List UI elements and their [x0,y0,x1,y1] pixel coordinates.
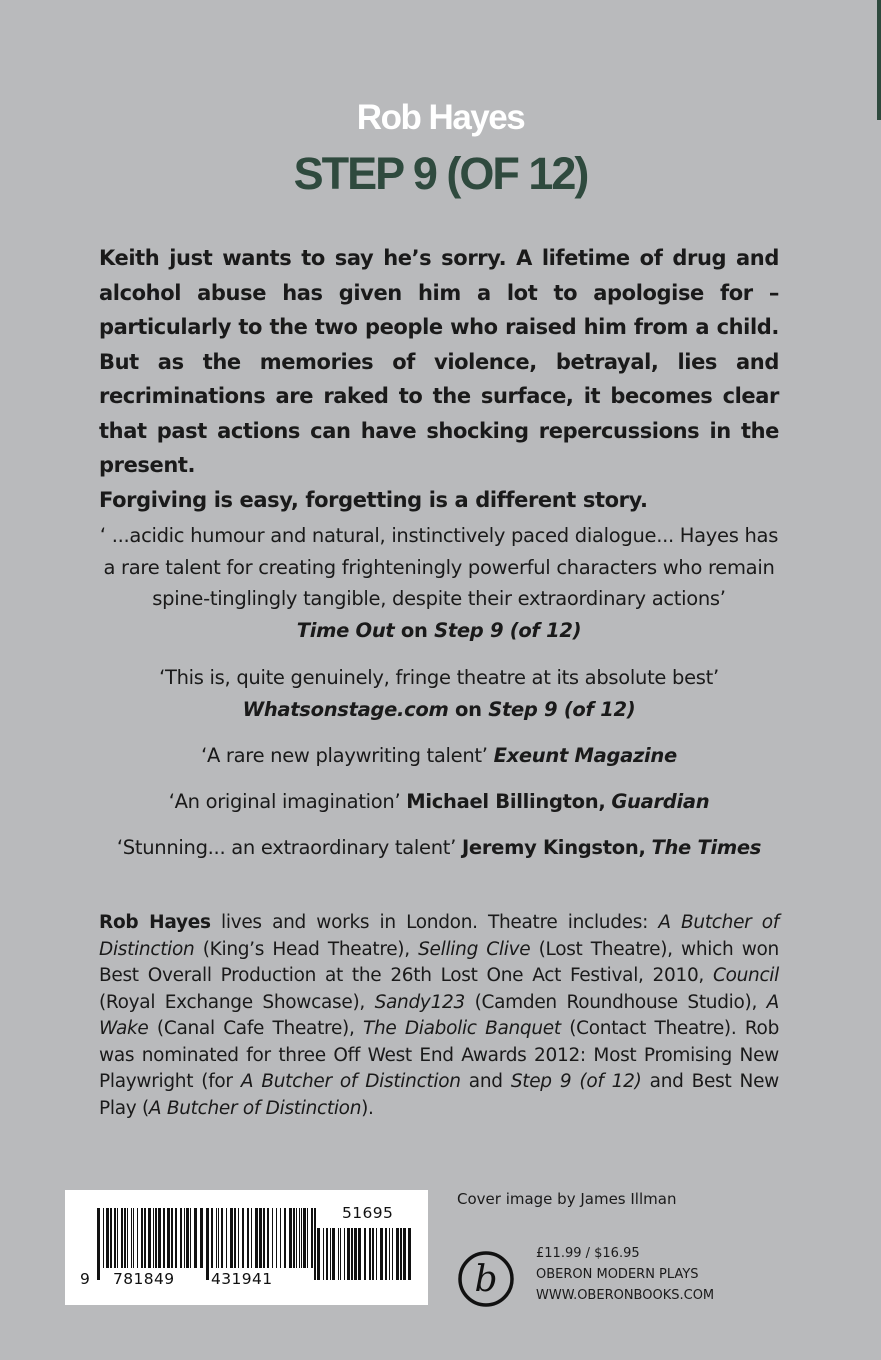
quote-text: ‘ ...acidic humour and natural, instinctively paced dialogue... Hayes has a rare talent for creating frighteningly powerful characters who remain spine-tinglingly tangible, despite their extraordinary actions’ [99,524,779,610]
isbn-barcode [65,1190,428,1305]
barcode-bar [133,1208,134,1268]
barcode-bar [190,1208,191,1268]
barcode-bar [364,1228,366,1280]
barcode-bar [347,1228,350,1280]
review-quote [99,786,779,818]
bio-work: A Butcher of Distinction [240,1071,461,1092]
barcode-bar [216,1208,217,1268]
barcode-bar [242,1208,244,1268]
oberon-logo-icon [457,1250,515,1308]
barcode-bar [221,1208,223,1268]
barcode-bar [103,1208,104,1268]
bio-work: A Butcher of Distinction [148,1097,362,1119]
quote-attribution: Time Out on Step 9 (of 12) [296,618,582,642]
barcode-bar [131,1208,132,1268]
blurb [99,241,779,517]
barcode-addon-digits: 51695 [342,1204,394,1222]
barcode-bar [184,1208,185,1268]
barcode-first-digit: 9 [80,1270,91,1288]
barcode-bar [153,1208,154,1268]
barcode-bar [323,1228,324,1280]
barcode-bar [314,1208,316,1280]
blurb-tagline: Forgiving is easy, forgetting is a different story. [99,487,648,512]
barcode-bar [344,1228,345,1280]
bio-author-name: Rob Hayes [99,912,211,933]
bio-work: Step 9 (of 12) [510,1071,642,1092]
quote-attribution: Whatsonstage.com on Step 9 (of 12) [242,697,636,721]
bio-work: Selling Clive [418,938,531,960]
quote-text: ‘An original imagination’ [168,790,407,813]
barcode-bar [175,1208,177,1268]
barcode-bar [206,1208,209,1280]
barcode-bar [330,1228,331,1280]
barcode-bar [358,1228,361,1280]
barcode-bar [141,1208,143,1268]
barcode-bar [238,1208,239,1268]
barcode-bar [372,1228,374,1280]
barcode-bar [392,1228,393,1280]
barcode-bar [251,1208,252,1268]
barcode-bar [211,1208,213,1268]
barcode-bar [354,1228,357,1280]
barcode-bar [155,1208,157,1268]
bio-work: The Diabolic Banquet [362,1018,561,1039]
cover-credit: Cover image by James Illman [457,1190,677,1208]
barcode-bar [144,1208,146,1268]
barcode-bar [186,1208,189,1268]
barcode-bar [385,1228,387,1280]
svg-text:b: b [474,1259,498,1300]
barcode-bar [167,1208,170,1268]
barcode-bar [110,1208,112,1268]
barcode-bar [299,1208,300,1268]
barcode-bar [137,1208,138,1268]
barcode-addon-bars [317,1228,415,1280]
quote-publication: The Times [651,836,762,859]
barcode-bar [403,1228,406,1280]
barcode-right-digits: 431941 [211,1270,273,1288]
bio-work: Sandy123 [374,991,465,1013]
publisher-website: WWW.OBERONBOOKS.COM [536,1288,715,1303]
barcode-bar [171,1208,173,1268]
quote-source: Time Out [296,618,395,642]
barcode-bar [280,1208,281,1268]
barcode-bar [114,1208,116,1268]
author-bio: Rob Hayes lives and works in London. Theatre includes: A Butcher of Distinction (King’s Head Theatre), Selling Clive (Lost Theatre), which won Best Overall Production at the 26th Lost One Act Festival, 2010, Council (Royal Exchange Showcase), Sandy123 (Camden Roundhouse Studio), A Wake (Canal Cafe Theatre), The Diabolic Banquet (Contact Theatre). Rob was nominated for three Off West End Awards 2012: Most Promising New Playwright (for A Butcher of Distinction and Step 9 (of 12) and Best New Play (A Butcher of Distinction). [99,912,780,1119]
barcode-bar [340,1228,341,1280]
barcode-bar [326,1228,328,1280]
barcode-bar [263,1208,265,1268]
barcode-bar [303,1208,306,1268]
quote-publication: Guardian [611,790,710,813]
barcode-bar [97,1208,100,1280]
barcode-bar [117,1208,118,1268]
barcode-bar [272,1208,273,1268]
barcode-bar [311,1208,313,1268]
publisher-info [536,1243,714,1306]
series-name: OBERON MODERN PLAYS [536,1267,699,1282]
barcode-bar [218,1208,219,1268]
barcode-bar [389,1228,390,1280]
barcode-bar [408,1228,411,1280]
barcode-bar [307,1208,308,1268]
barcode-bar [400,1228,402,1280]
author-name: Rob Hayes [356,98,525,137]
barcode-bar [338,1228,339,1280]
quote-critic: Michael Billington, [406,790,606,813]
book-title: STEP 9 (OF 12) [293,148,588,199]
review-quote [99,662,779,725]
barcode-bar [284,1208,286,1268]
barcode-bar [226,1208,227,1268]
barcode-bar [380,1228,383,1280]
bio-work: Council [712,965,779,986]
barcode-bar [194,1208,197,1268]
quote-text: ‘Stunning... an extraordinary talent’ [116,836,462,859]
barcode-bar [296,1208,297,1268]
barcode-left-digits: 781849 [113,1270,175,1288]
barcode-bar [230,1208,233,1268]
barcode-bar [180,1208,182,1268]
barcode-bar [276,1208,277,1268]
review-quote [99,832,779,864]
barcode-bar [369,1228,371,1280]
quote-work: Step 9 (of 12) [488,697,636,721]
barcode-bar [267,1208,269,1268]
bio-work: A Wake [99,991,780,1039]
quote-work: Step 9 (of 12) [434,618,582,642]
bio-work: A Butcher of Distinction [99,912,779,960]
barcode-bar [351,1228,353,1280]
quote-critic: Jeremy Kingston, [461,836,646,859]
barcode-bar [234,1208,236,1268]
barcode-bar [127,1208,128,1268]
blurb-paragraph: Keith just wants to say he’s sorry. A lifetime of drug and alcohol abuse has given him a lot to apologise for – particularly to the two people who raised him from a child. But as the memories of violence, betrayal, lies and recriminations are raked to the surface, it becomes clear that past actions can have shocking repercussions in the present. [99,246,779,477]
quote-text: ‘A rare new playwriting talent’ [201,744,494,767]
quote-text: ‘This is, quite genuinely, fringe theatre at its absolute best’ [159,666,719,689]
barcode-bar [247,1208,249,1268]
barcode-bar [124,1208,126,1268]
barcode-bar [289,1208,292,1268]
barcode-bar [163,1208,165,1268]
barcode-bar [376,1228,377,1280]
barcode-bar [259,1208,262,1268]
barcode-bar [301,1208,302,1268]
barcode-bar [317,1228,320,1280]
barcode-bar [158,1208,161,1268]
barcode-bar [121,1208,123,1268]
barcode-bar [332,1228,335,1280]
barcode-bar [106,1208,109,1268]
barcode-bar [148,1208,151,1268]
review-quote [99,520,779,646]
price: £11.99 / $16.95 [536,1246,640,1261]
quote-source: Exeunt Magazine [493,744,677,767]
review-quote [99,740,779,772]
barcode-bar [255,1208,258,1268]
barcode-bar [200,1208,203,1268]
barcode-bar [396,1228,399,1280]
barcode-bar [293,1208,295,1268]
quote-source: Whatsonstage.com [242,697,449,721]
